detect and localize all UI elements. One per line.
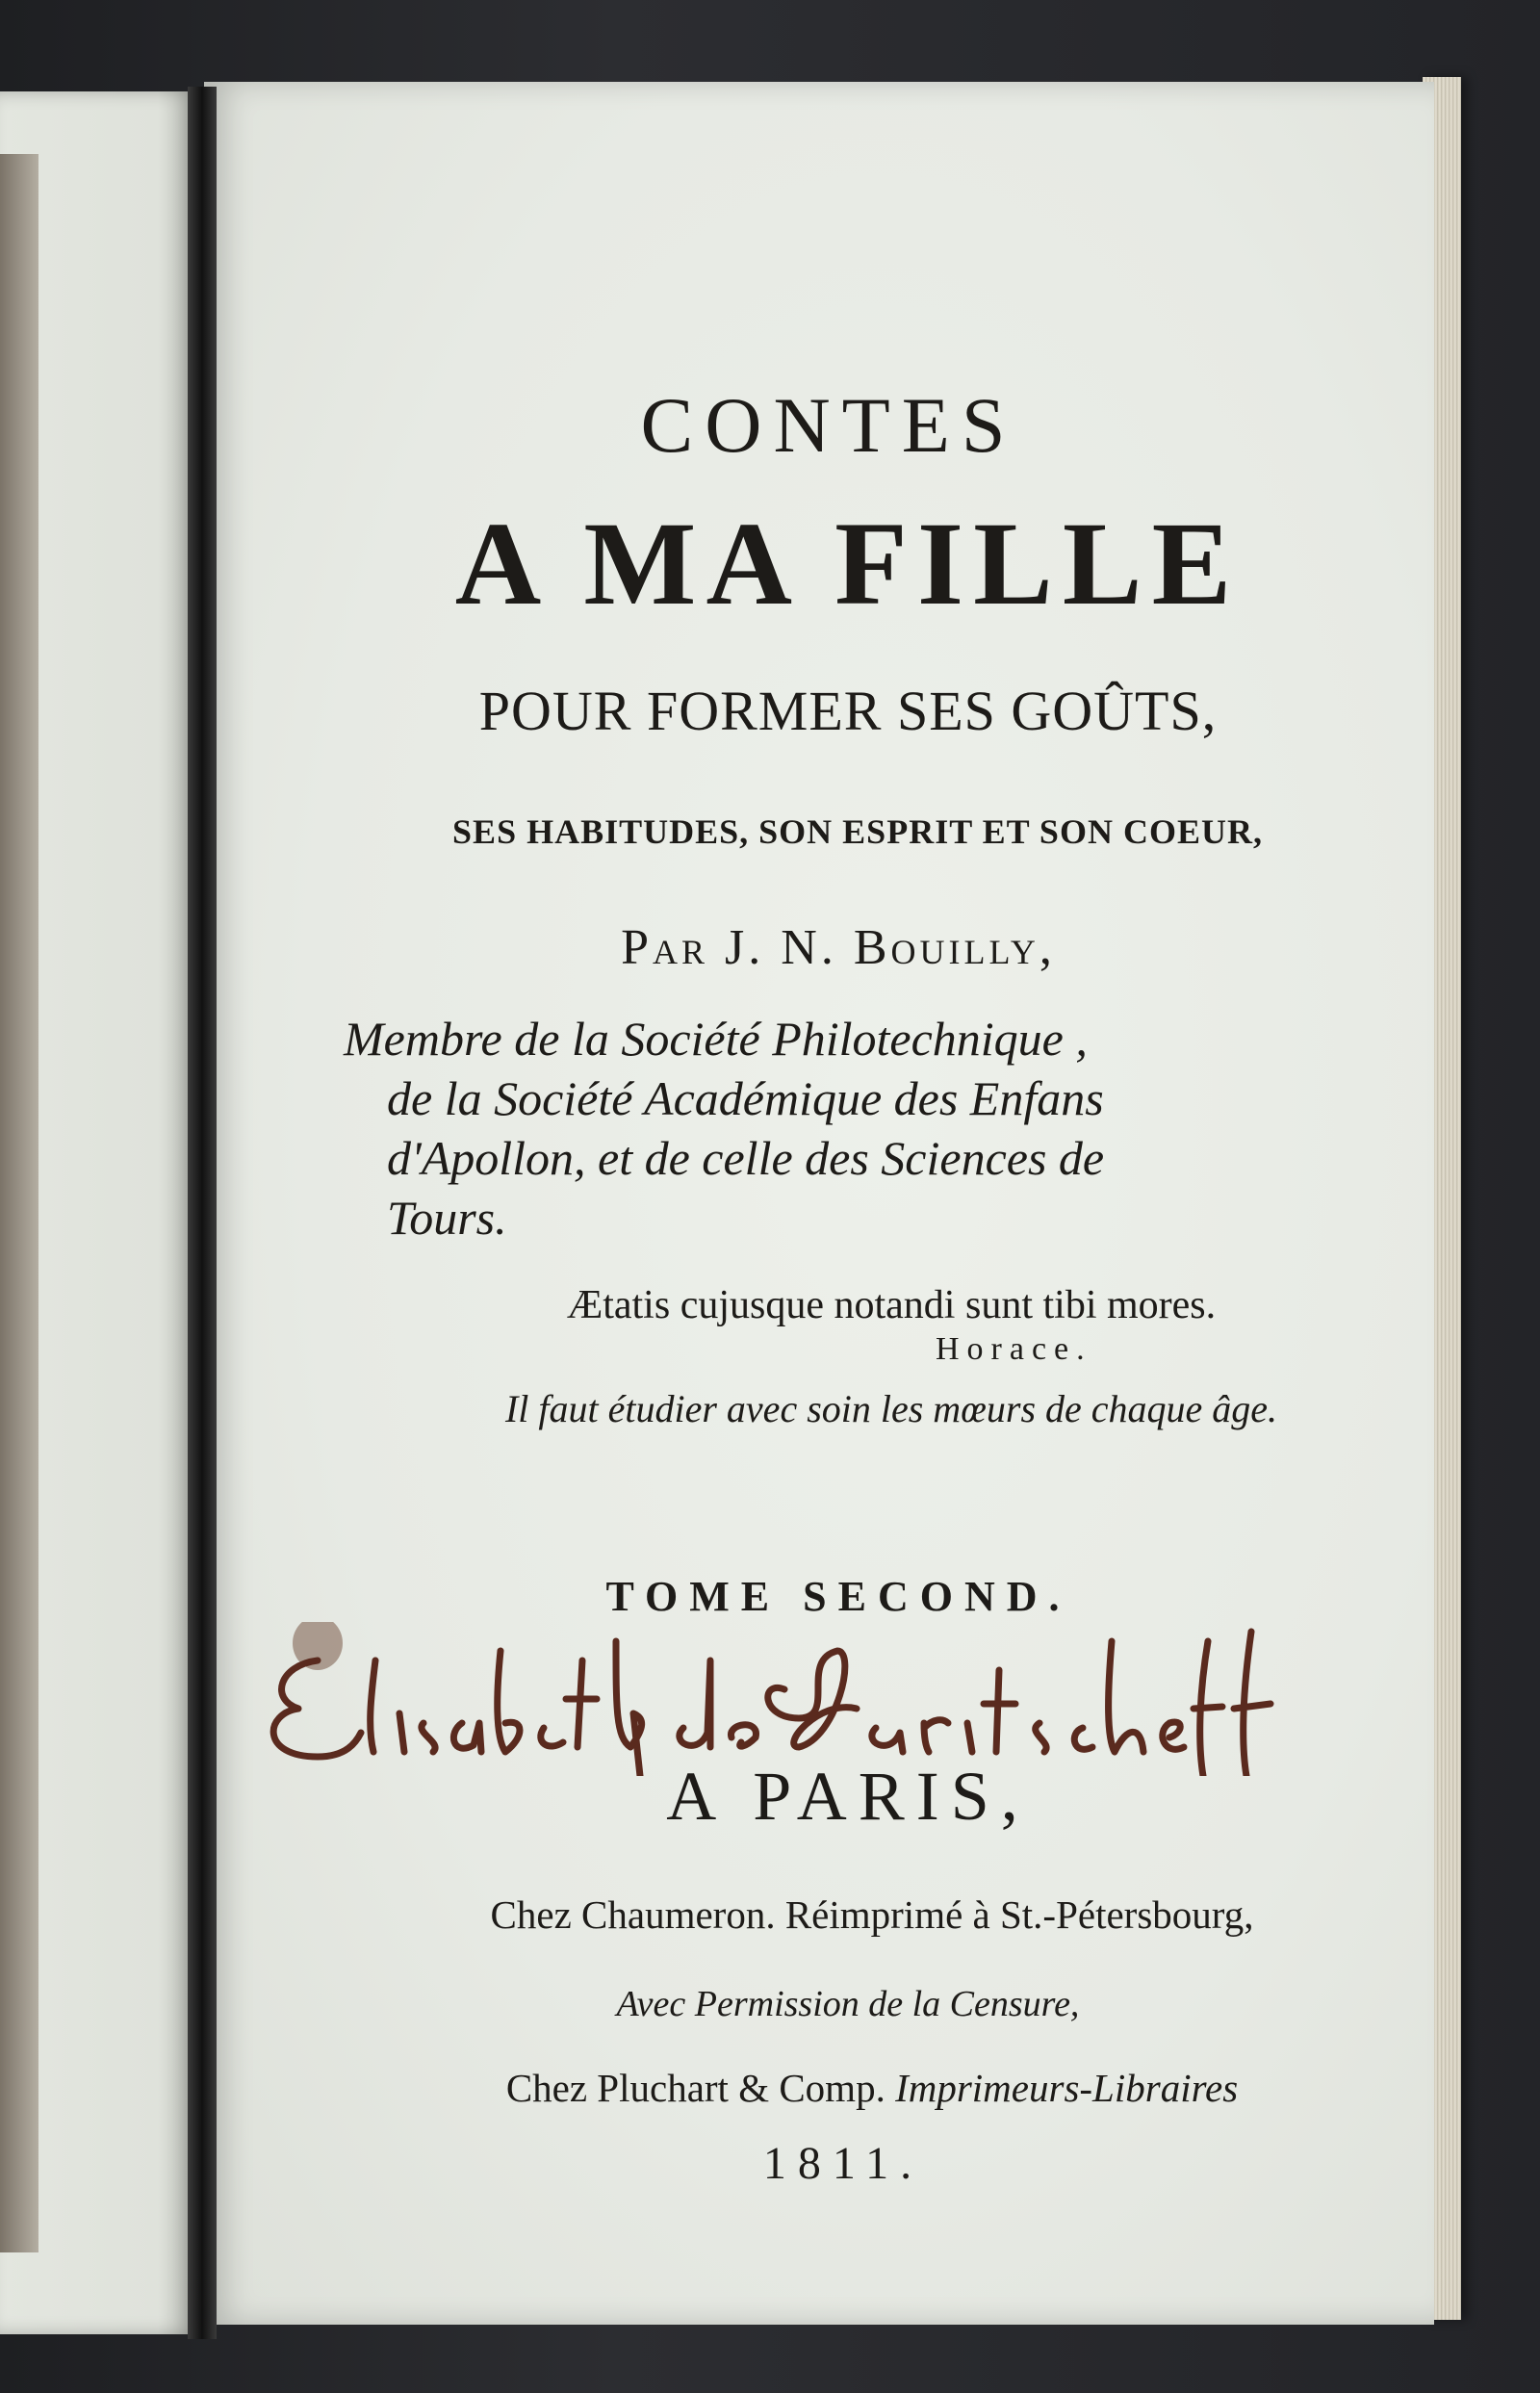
affiliation-line: Membre de la Société Philotechnique , <box>344 1012 1088 1066</box>
epigraph-source: Horace. <box>936 1331 1092 1367</box>
volume-label: TOME SECOND. <box>605 1573 1071 1620</box>
title-line-1: CONTES <box>640 381 1017 469</box>
affiliation-line: de la Société Académique des Enfans <box>387 1071 1104 1125</box>
left-page-edge <box>0 154 38 2252</box>
title-line-2: A MA FILLE <box>454 498 1242 630</box>
author-line: Par J. N. Bouilly, <box>621 920 1056 975</box>
epigraph-latin: Ætatis cujusque notandi sunt tibi mores. <box>566 1283 1217 1327</box>
title-page-content <box>204 82 1434 2325</box>
publisher-name: Chez Pluchart & Comp. <box>505 2066 886 2110</box>
affiliation-line: d'Apollon, et de celle des Sciences de <box>387 1131 1105 1185</box>
author-affiliation <box>344 1009 1325 1248</box>
epigraph-french: Il faut étudier avec soin les mœurs de chaque âge. <box>504 1387 1278 1430</box>
handwritten-signature <box>260 1622 1299 1776</box>
imprint-permission: Avec Permission de la Censure, <box>616 1984 1080 2024</box>
imprint-place: A PARIS, <box>666 1758 1030 1835</box>
publisher-role: Imprimeurs-Libraires <box>895 2066 1239 2110</box>
imprint-publisher-2 <box>204 2065 1434 2111</box>
subtitle-line-2: SES HABITUDES, SON ESPRIT ET SON COEUR, <box>452 812 1263 851</box>
imprint-year: 1811. <box>762 2138 924 2189</box>
subtitle-line-1: POUR FORMER SES GOÛTS, <box>478 680 1218 742</box>
affiliation-line: Tours. <box>387 1191 507 1245</box>
imprint-publisher-1: Chez Chaumeron. Réimprimé à St.-Pétersbourg, <box>490 1892 1254 1937</box>
